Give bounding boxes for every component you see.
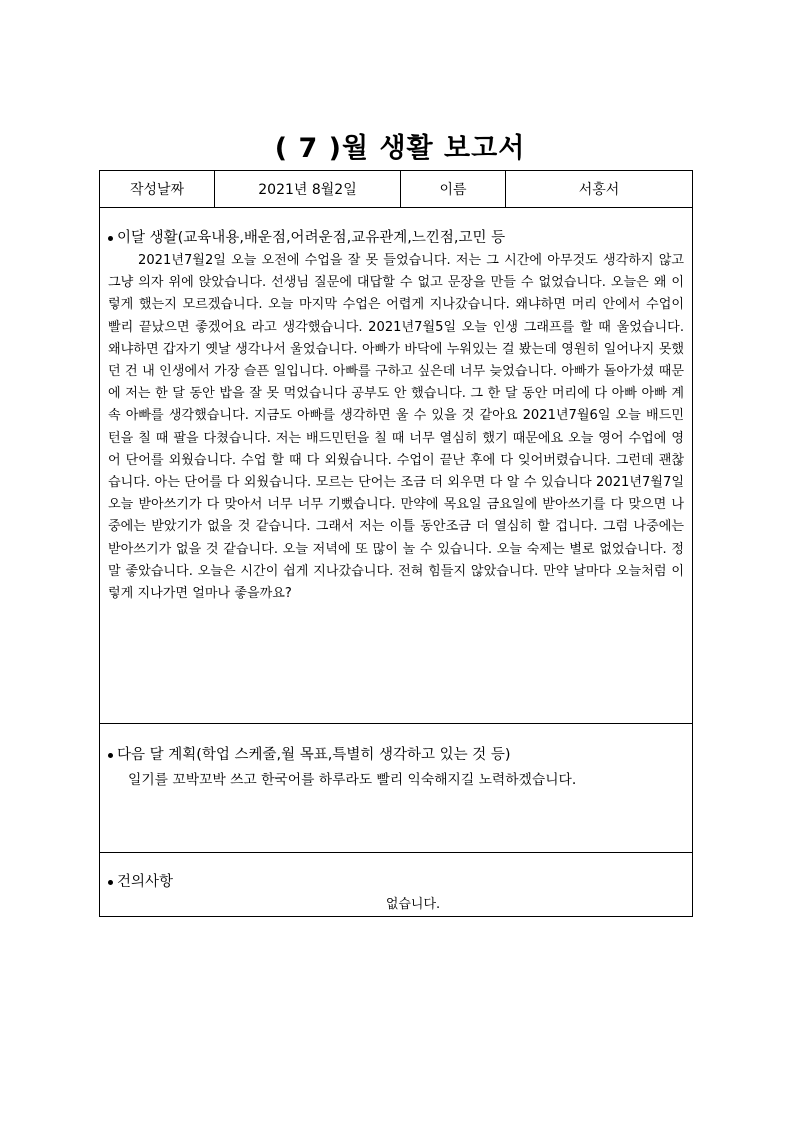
next-month-plan-section (100, 724, 692, 853)
date-value: 2021년 8월2일 (215, 171, 401, 207)
next-month-plan-body: 일기를 꼬박꼬박 쓰고 한국어를 하루라도 빨리 익숙해지길 노력하겠습니다. (128, 772, 577, 788)
report-table (99, 170, 693, 917)
monthly-life-heading (108, 228, 684, 248)
bullet-icon (108, 753, 113, 758)
monthly-life-heading-text: 이달 생활(교육내용,배운점,어려운점,교유관계,느낀점,고민 등 (117, 230, 506, 246)
name-label: 이름 (401, 171, 506, 207)
suggestions-heading-text: 건의사항 (117, 874, 174, 890)
suggestions-heading (108, 872, 684, 892)
suggestions-section (100, 853, 692, 916)
name-value: 서홍서 (578, 182, 620, 198)
bullet-icon (108, 880, 113, 885)
next-month-plan-heading (108, 745, 684, 765)
page-title: ( 7 )월 생활 보고서 (274, 133, 526, 164)
bullet-icon (108, 236, 113, 241)
date-label: 작성날짜 (100, 171, 215, 207)
monthly-life-section (100, 208, 692, 724)
next-month-plan-heading-text: 다음 달 계획(학업 스케줄,월 목표,특별히 생각하고 있는 것 등) (117, 747, 511, 763)
monthly-life-body: 2021년7월2일 오늘 오전에 수업을 잘 못 들었습니다. 저는 그 시간에 아무것도 생각하지 않고 그냥 의자 위에 앉았습니다. 선생님 질문에 대답할 수 없고 문장을 만들 수 없었습니다. 오늘은 왜 이렇게 했는지 모르겠습니다. 오늘 마지막 수업은 어렵게 지나갔습니다. 왜냐하면 머리 안에서 수업이 빨리 끝났으면 좋겠어요 라고 생각했습니다. 2021년7월5일 오늘 인생 그래프를 할 때 울었습니다. 왜냐하면 갑자기 옛날 생각나서 울었습니다. 아빠가 바닥에 누워있는 걸 봤는데 영원히 일어나지 못했던 건 내 인생에서 가장 슬픈 일입니다. 아빠를 구하고 싶은데 너무 늦었습니다. 아빠가 돌아가셨 때문에 저는 한 달 동안 밥을 잘 못 먹었습니다 공부도 안 했습니다. 그 한 달 동안 머리에 다 아빠 아빠 계속 아빠를 생각했습니다. 지금도 아빠를 생각하면 울 수 있을 것 같아요 2021년7월6일 오늘 배드민턴을 칠 때 팔을 다쳤습니다. 저는 배드민턴을 칠 때 너무 열심히 했기 때문에요 오늘 영어 수업에 영어 단어를 외웠습니다. 수업 할 때 다 외웠습니다. 수업이 끝난 후에 다 잊어버렸습니다. 그런데 괜찮습니다. 아는 단어를 다 외웠습니다. 모르는 단어는 조금 더 외우면 다 알 수 있습니다 2021년7월7일 오늘 받아쓰기가 다 맞아서 너무 너무 기뻤습니다. 만약에 목요일 금요일에 받아쓰기를 다 맞으면 나중에는 받았기가 없을 것 같습니다. 그래서 저는 이틀 동안조금 더 열심히 할 겁니다. 그럼 나중에는 받아쓰기가 없을 것 같습니다. 오늘 저녁에 또 많이 놀 수 있습니다. 오늘 숙제는 별로 없었습니다. 정말 좋았습니다. 오늘은 시간이 쉽게 지나갔습니다. 전혀 힘들지 않았습니다. 만약 날마다 오늘처럼 이렇게 지나가면 얼마나 좋을까요? (108, 253, 684, 602)
info-row (100, 171, 692, 208)
suggestions-body: 없습니다. (385, 897, 441, 912)
